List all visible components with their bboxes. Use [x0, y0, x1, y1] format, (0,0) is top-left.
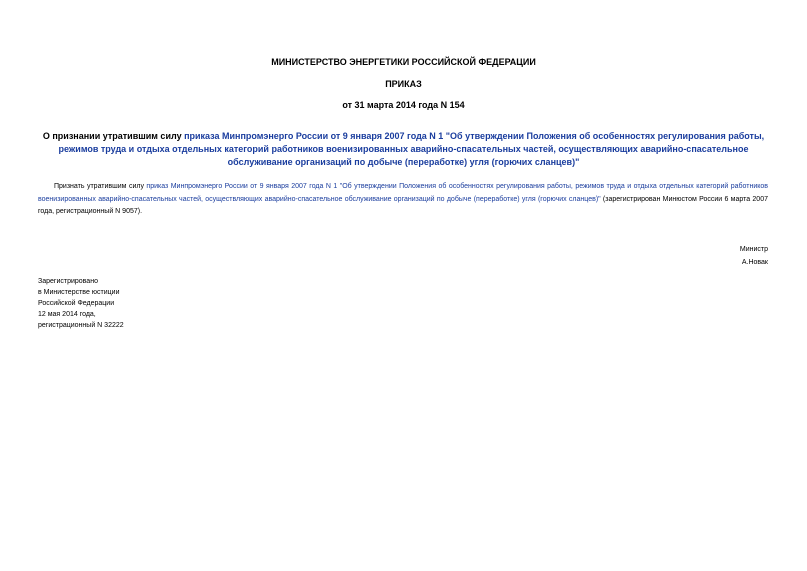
- signature-block: [740, 244, 768, 269]
- signatory-name: А.Новак: [741, 258, 768, 266]
- signatory-position: Министр: [739, 246, 768, 253]
- order-date-number: от 31 марта 2014 года N 154: [342, 100, 465, 110]
- document-title: [30, 130, 777, 169]
- body-paragraph: [38, 181, 768, 219]
- registration-line: Зарегистрировано: [38, 278, 98, 285]
- body-suffix: (зарегистрирован Минюстом России 6 марта 2007 года, регистрационный N 9057).: [38, 195, 768, 215]
- registration-line: регистрационный N 32222: [38, 322, 124, 329]
- registration-line: 12 мая 2014 года,: [38, 311, 96, 318]
- body-order-link[interactable]: приказ Минпромэнерго России от 9 января 2007 года N 1 "Об утверждении Положения об особенностях регулирования работы, режимов труда и отдыха отдельных категорий работников военизированных аварийно-спасательных частей, осуществляющих аварийно-спасательное обслуживание организаций по добыче (переработке) угля (горючих сланцев)": [38, 183, 768, 203]
- ministry-heading: МИНИСТЕРСТВО ЭНЕРГЕТИКИ РОССИЙСКОЙ ФЕДЕРАЦИИ: [271, 57, 536, 67]
- registration-line: в Министерстве юстиции: [38, 289, 120, 296]
- registration-line: Российской Федерации: [38, 300, 115, 307]
- registration-block: [38, 276, 124, 331]
- order-heading: ПРИКАЗ: [385, 79, 422, 89]
- title-order-link[interactable]: приказа Минпромэнерго России от 9 января 2007 года N 1 "Об утверждении Положения об особенностях регулирования работы, режимов труда и отдыха отдельных категорий работников военизированных аварийно-спасательных частей, осуществляющих аварийно-спасательное обслуживание организаций по добыче (переработке) угля (горючих сланцев)": [58, 131, 765, 167]
- body-prefix: Признать утратившим силу: [54, 183, 147, 190]
- title-prefix: О признании утратившим силу: [42, 131, 185, 141]
